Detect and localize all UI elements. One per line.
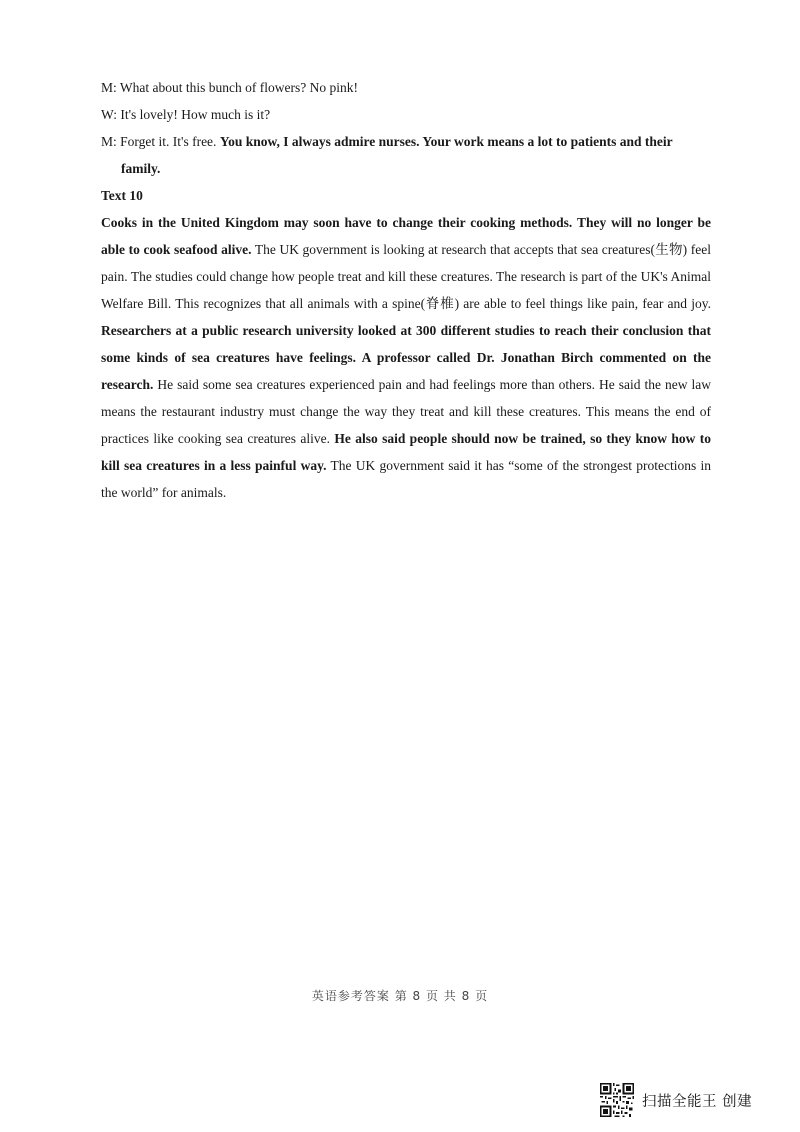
qr-code-icon	[600, 1083, 634, 1117]
passage-paragraph	[101, 209, 711, 506]
section-heading: Text 10	[101, 188, 143, 203]
passage-segment: The UK government is looking at research that accepts that sea creatures(生物) feel pain. The studies could change how people treat and kill these creatures. The research is part of the UK's Animal Welfare Bill. This recognizes that all animals with a spine(脊椎) are able to feel things like pain, fear and joy.	[101, 242, 711, 311]
scanner-label: 扫描全能王 创建	[642, 1093, 753, 1110]
dialogue-line	[101, 128, 711, 182]
speaker-label: M:	[101, 134, 117, 149]
dialogue-text: Forget it. It's free.	[120, 134, 217, 149]
dialogue-line	[101, 101, 711, 128]
scanner-watermark	[600, 1084, 752, 1116]
dialogue-line	[101, 74, 711, 101]
dialogue-bold-text: You know, I always admire nurses. Your work means a lot to patients and their family.	[121, 134, 673, 176]
speaker-label: W:	[101, 107, 117, 122]
passage-segment-bold: He also said people should now be trained, so they know how to kill sea creatures in a less painful way.	[101, 431, 711, 473]
passage-segment-bold: Cooks in the United Kingdom may soon have to change their cooking methods. They will no longer be able to cook seafood alive.	[101, 215, 711, 257]
document-body	[101, 74, 711, 506]
passage-segment: He said some sea creatures experienced pain and had feelings more than others. He said the new law means the restaurant industry must change the way they treat and kill these creatures. This means the end of practices like cooking sea creatures alive.	[101, 377, 711, 446]
speaker-label: M:	[101, 80, 117, 95]
passage-segment-bold: Researchers at a public research university looked at 300 different studies to reach their conclusion that some kinds of sea creatures have feelings. A professor called Dr. Jonathan Birch commented on the research.	[101, 323, 711, 392]
dialogue-text: It's lovely! How much is it?	[120, 107, 271, 122]
passage-segment: The UK government said it has “some of the strongest protections in the world” for animals.	[101, 458, 711, 500]
dialogue-text: What about this bunch of flowers? No pink!	[119, 80, 358, 95]
page-footer: 英语参考答案 第 8 页 共 8 页	[311, 989, 489, 1003]
